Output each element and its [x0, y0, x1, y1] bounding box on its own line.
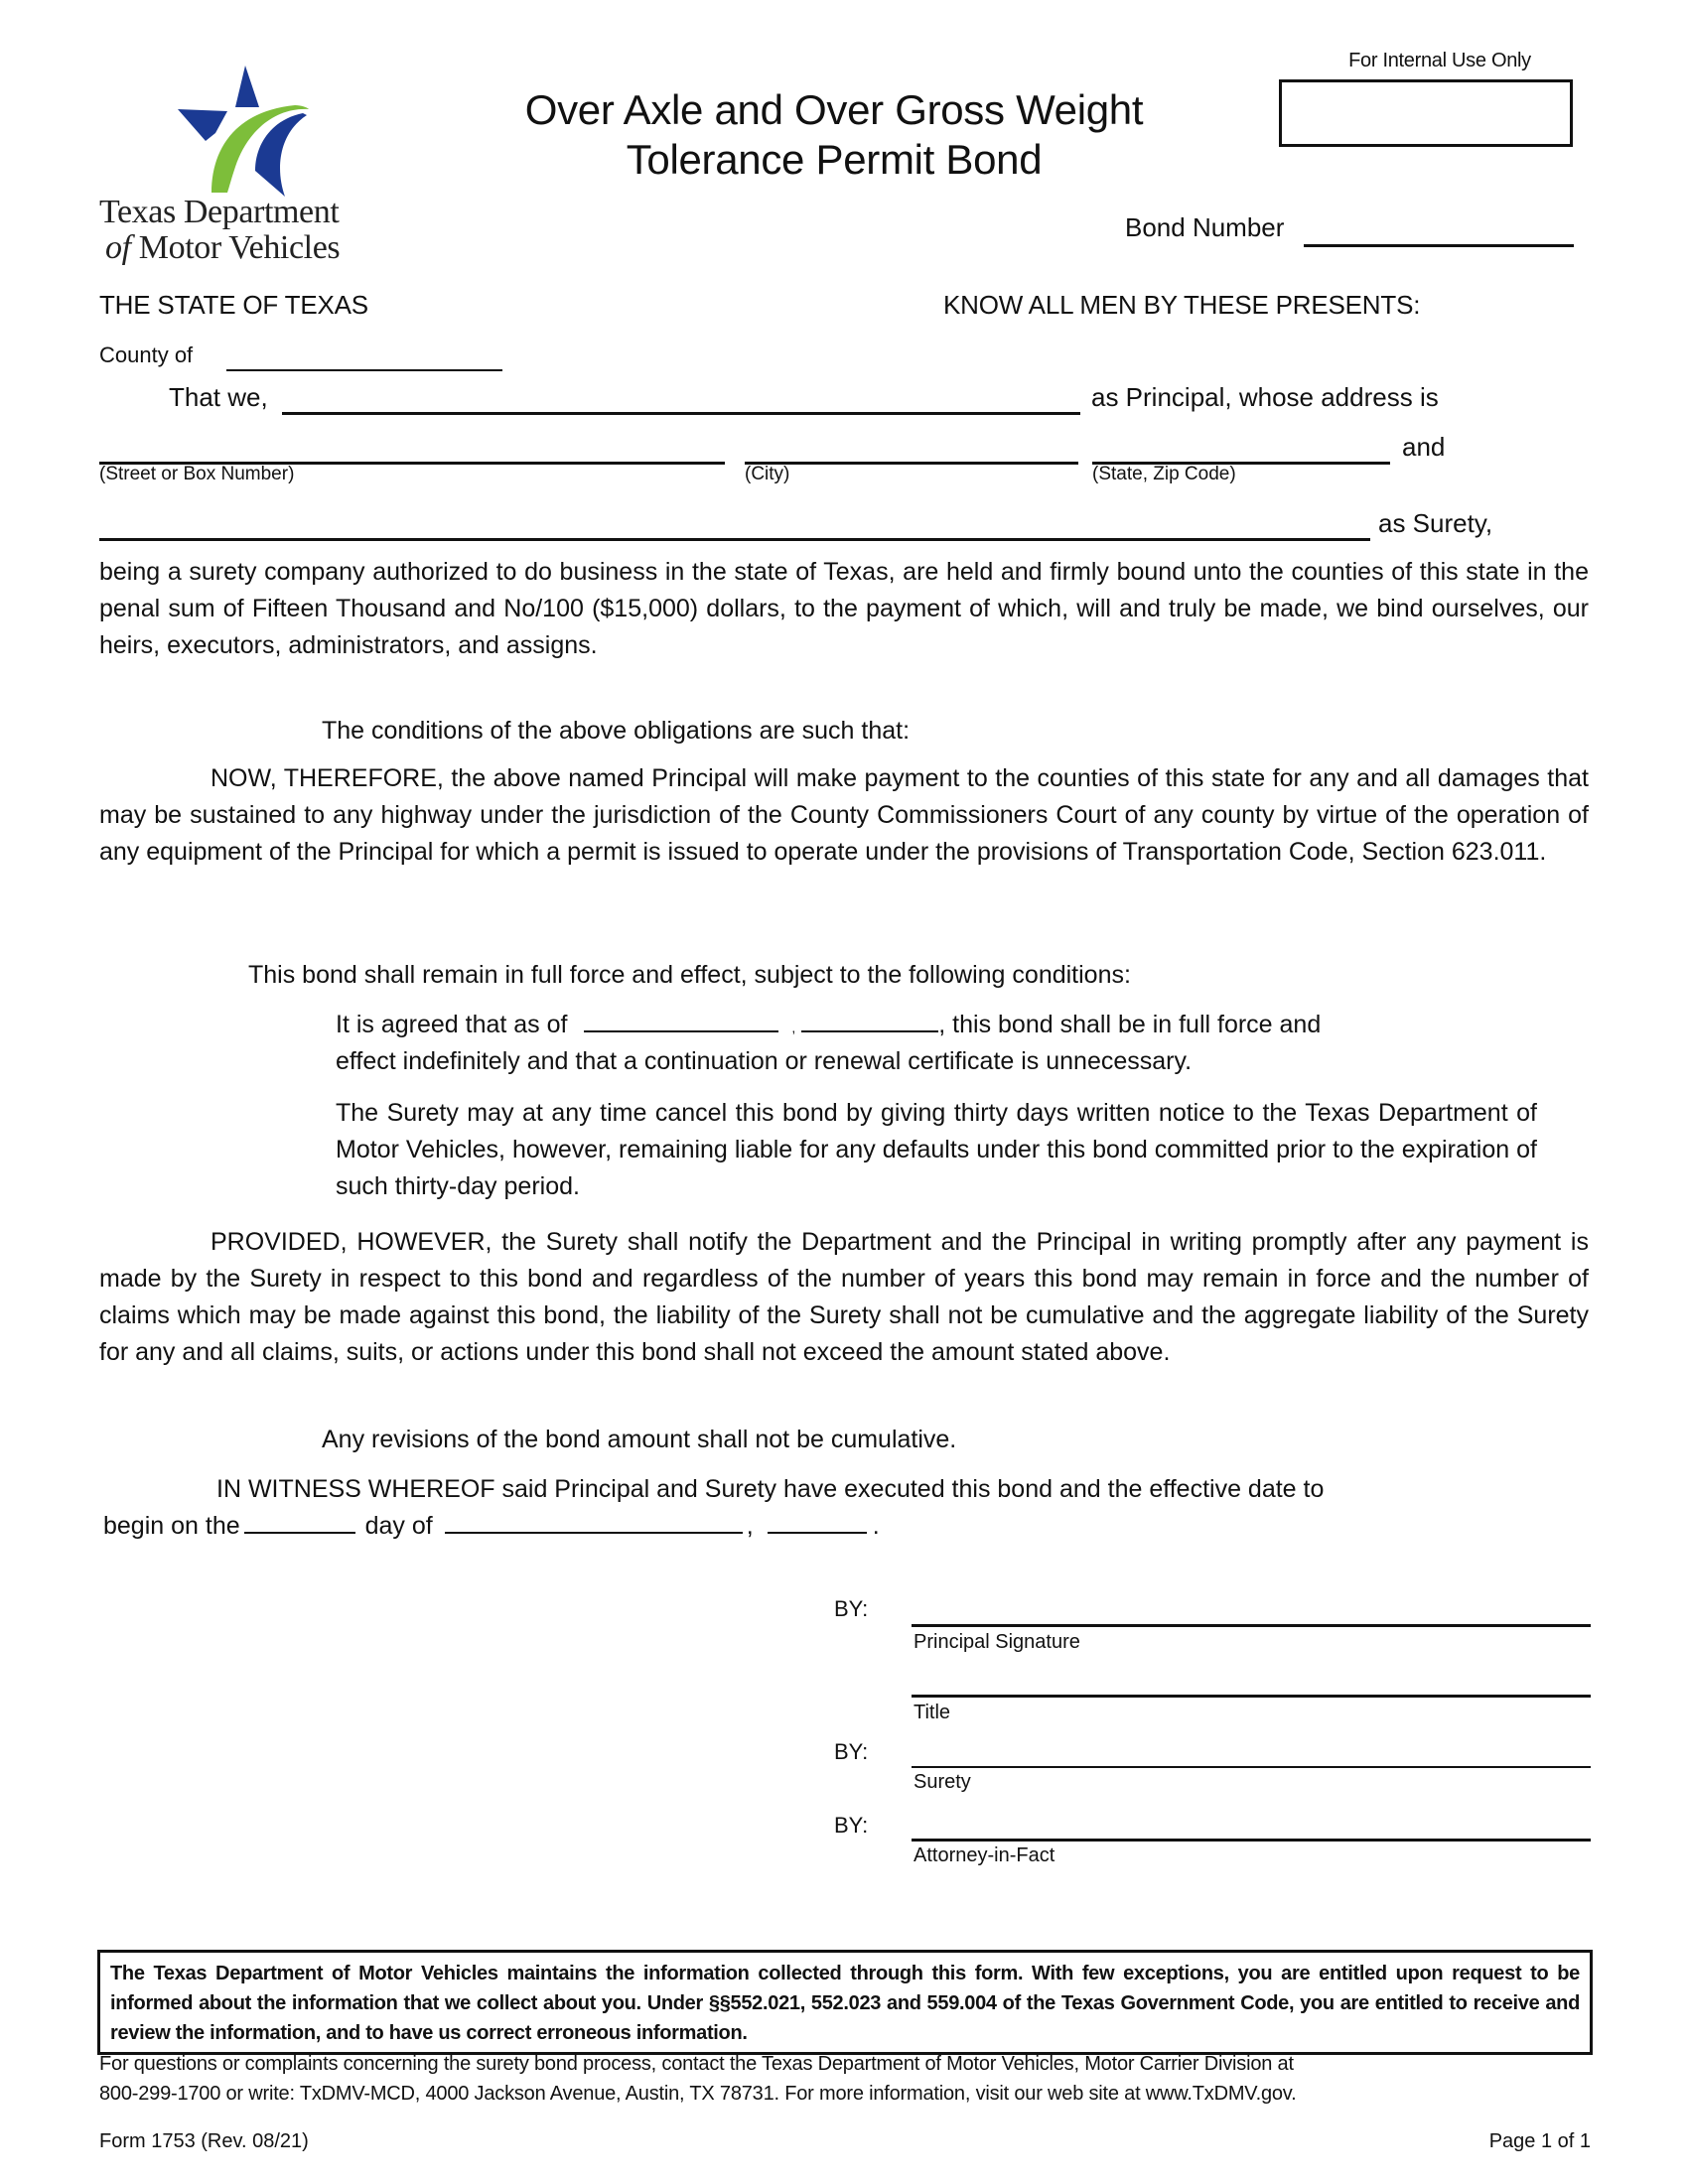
provided-however-paragraph: PROVIDED, HOWEVER, the Surety shall notify the Department and the Principal in writing promptly after any payment is made by the Surety in respect to this bond and regardless of the number of years this bond may remain in force and the number of claims which may be made against this bond, the liability of the Surety shall not be cumulative and the aggregate liability of the Surety for any and all claims, suits, or actions under this bond shall not exceed the amount stated above.: [99, 1228, 1589, 1366]
bond-number-label: Bond Number: [1125, 212, 1285, 242]
witness-line-1: IN WITNESS WHEREOF said Principal and Surety have executed this bond and the effective date to: [216, 1475, 1325, 1503]
by-label-surety: BY:: [834, 1739, 869, 1764]
contact-info: [99, 2049, 1296, 2109]
county-label: County of: [99, 342, 194, 367]
as-principal-label: as Principal, whose address is: [1091, 382, 1439, 412]
page-number: Page 1 of 1: [1488, 2130, 1591, 2152]
witness-year-field[interactable]: [768, 1512, 867, 1534]
full-force-intro: This bond shall remain in full force and effect, subject to the following conditions:: [248, 961, 1131, 989]
logo-of: of: [105, 229, 131, 266]
surety-caption: Surety: [914, 1771, 971, 1793]
witness-day-field[interactable]: [244, 1512, 355, 1534]
attorney-in-fact-field[interactable]: [912, 1839, 1591, 1842]
page-title: [437, 85, 1231, 185]
principal-name-field[interactable]: [282, 412, 1080, 415]
star-logo-icon: [171, 62, 320, 201]
now-therefore-paragraph: NOW, THEREFORE, the above named Principal will make payment to the counties of this state for any and all damages that may be sustained to any highway under the jurisdiction of the County Commissioners Court of any county by virtue of the operation of any equipment of the Principal for which a permit is issued to operate under the provisions of Transportation Code, Section 623.011.: [99, 764, 1589, 866]
internal-use-label: For Internal Use Only: [1348, 50, 1531, 71]
witness-line-2: begin on the day of , .: [103, 1512, 880, 1540]
contact-line-1: For questions or complaints concerning the surety bond process, contact the Texas Department of Motor Vehicles, Motor Carrier Division at: [99, 2053, 1294, 2075]
txdmv-logo: [95, 62, 393, 270]
title-line-2: Tolerance Permit Bond: [626, 136, 1043, 183]
by-label-attorney: BY:: [834, 1813, 869, 1838]
witness-month-field[interactable]: [445, 1512, 743, 1534]
and-label: and: [1402, 432, 1446, 462]
revisions-text: Any revisions of the bond amount shall not be cumulative.: [322, 1426, 957, 1453]
principal-signature-caption: Principal Signature: [914, 1631, 1080, 1653]
agreed-line-2: effect indefinitely and that a continuation or renewal certificate is unnecessary.: [336, 1047, 1193, 1075]
agreed-year-field[interactable]: [801, 1011, 938, 1032]
conditions-intro: The conditions of the above obligations are such that:: [322, 717, 911, 745]
contact-line-2: 800-299-1700 or write: TxDMV-MCD, 4000 Jackson Avenue, Austin, TX 78731. For more information, visit our web site at www.TxDMV.gov.: [99, 2083, 1297, 2105]
principal-signature-field[interactable]: [912, 1624, 1591, 1627]
know-all-men: KNOW ALL MEN BY THESE PRESENTS:: [943, 290, 1421, 320]
county-field[interactable]: [226, 369, 502, 371]
city-caption: (City): [745, 464, 790, 484]
by-label-principal: BY:: [834, 1596, 869, 1621]
logo-line-2: Motor Vehicles: [130, 229, 341, 266]
state-of-texas: THE STATE OF TEXAS: [99, 290, 368, 320]
logo-line-1: Texas Department: [99, 194, 340, 230]
attorney-in-fact-caption: Attorney-in-Fact: [914, 1844, 1055, 1866]
cancel-paragraph: The Surety may at any time cancel this bond by giving thirty days written notice to the Texas Department of Motor Vehicles, however, remaining liable for any defaults under this bond committed prior to the expiration of such thirty-day period.: [336, 1099, 1537, 1200]
state-zip-caption: (State, Zip Code): [1092, 464, 1236, 484]
form-number: Form 1753 (Rev. 08/21): [99, 2130, 309, 2152]
title-field[interactable]: [912, 1695, 1591, 1698]
title-caption: Title: [914, 1702, 951, 1723]
agreed-date-field[interactable]: [584, 1011, 778, 1032]
bond-number-field[interactable]: [1304, 244, 1574, 247]
street-caption: (Street or Box Number): [99, 464, 295, 484]
surety-name-field[interactable]: [99, 538, 1370, 541]
title-line-1: Over Axle and Over Gross Weight: [524, 86, 1144, 133]
surety-signature-field[interactable]: [912, 1766, 1591, 1768]
as-surety-label: as Surety,: [1378, 508, 1493, 538]
that-we-label: That we,: [169, 382, 268, 412]
privacy-notice: The Texas Department of Motor Vehicles maintains the information collected through this form. With few exceptions, you are entitled upon request to be informed about the information that we collect about you. Under §§552.021, 552.023 and 559.004 of the Texas Government Code, you are entitled to receive and review the information, and to have us correct erroneous information.: [97, 1950, 1593, 2055]
internal-use-box: [1279, 79, 1573, 147]
agreed-line: It is agreed that as of , , this bond shall be in full force and: [336, 1011, 1322, 1038]
surety-paragraph: being a surety company authorized to do business in the state of Texas, are held and firmly bound unto the counties of this state in the penal sum of Fifteen Thousand and No/100 ($15,000) dollars, to the payment of which, will and truly be made, we bind ourselves, our heirs, executors, administrators, and assigns.: [99, 558, 1589, 659]
city-field[interactable]: [745, 462, 1078, 465]
